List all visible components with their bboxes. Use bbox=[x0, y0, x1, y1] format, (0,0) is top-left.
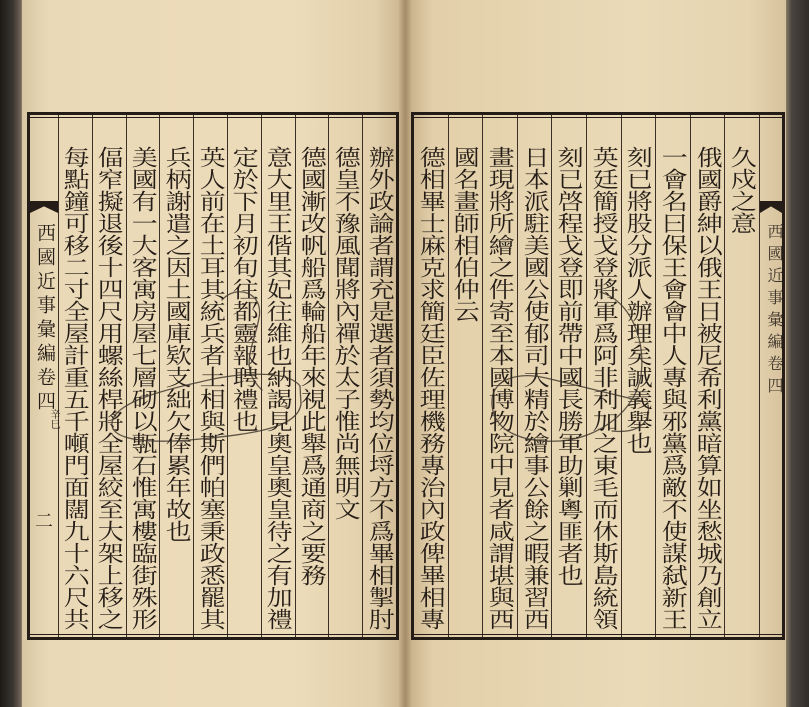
column-text: 刻已將股分派人辦理矣誠義舉也 bbox=[624, 146, 654, 454]
right-banxin bbox=[760, 115, 782, 637]
column-text: 英人前在土耳其統兵者土相與斯們帕塞秉政悉罷其 bbox=[196, 146, 226, 630]
right-banxin-title: 西國近事彙編卷四 bbox=[765, 223, 782, 399]
text-column bbox=[587, 115, 622, 637]
left-banxin-title: 西國近事彙編卷四 bbox=[34, 223, 55, 415]
text-column bbox=[92, 115, 126, 637]
column-text: 俄國爵紳以俄王日被尼希利黨暗算如坐愁城乃創立 bbox=[693, 146, 723, 630]
text-column bbox=[691, 115, 726, 637]
left-page-number: 二 bbox=[35, 511, 53, 531]
column-text: 德國漸改帆船爲輪船年來視此舉爲通商之要務 bbox=[297, 146, 328, 586]
column-text: 一會名曰保王會會中人專與邪黨爲敵不使謀弑新王 bbox=[658, 146, 689, 630]
fishtail-mark bbox=[30, 201, 58, 213]
text-column bbox=[362, 115, 396, 637]
column-text: 日本派駐美國公使郁司大精於繪事公餘之暇兼習西 bbox=[520, 146, 550, 630]
right-page-columns bbox=[414, 115, 760, 637]
text-column bbox=[656, 115, 691, 637]
column-text: 德相畢士麻克求簡廷臣佐理機務專治內政俾畢相專 bbox=[416, 146, 447, 630]
left-page-columns bbox=[58, 115, 396, 637]
book-edge-left bbox=[0, 0, 24, 707]
left-page-frame bbox=[27, 112, 399, 640]
text-column bbox=[449, 115, 484, 637]
column-text: 英廷簡授戈登將軍爲阿非利加之東毛而休斯島統領 bbox=[589, 146, 620, 630]
column-text: 每點鐘可移二寸全屋計重五千噸門面闊九十六尺共 bbox=[61, 146, 91, 630]
book-fold-shadow bbox=[398, 0, 412, 707]
book-edge-right bbox=[784, 0, 809, 707]
column-text: 美國有一大客寓房屋七層砌以甎石惟寓樓臨街殊形 bbox=[128, 146, 159, 630]
text-column bbox=[622, 115, 657, 637]
text-column bbox=[261, 115, 295, 637]
text-column bbox=[58, 115, 92, 637]
column-text: 偪窄擬退後十四尺用螺絲桿將全屋絞至大架上移之 bbox=[95, 146, 125, 630]
left-banxin bbox=[30, 115, 58, 637]
fishtail-mark bbox=[760, 201, 782, 213]
text-column bbox=[725, 115, 760, 637]
text-column bbox=[552, 115, 587, 637]
column-text: 辦外政論者謂充是選者須勢均位埒方不爲畢相掣肘 bbox=[365, 146, 395, 630]
right-page-frame bbox=[411, 112, 785, 640]
column-text: 刻已啓程戈登即前帶中國長勝軍助剿粵匪者也 bbox=[555, 146, 585, 586]
column-text: 國名畫師相伯仲云 bbox=[451, 146, 481, 322]
text-column bbox=[295, 115, 329, 637]
text-column bbox=[126, 115, 160, 637]
column-text: 久戍之意 bbox=[728, 146, 758, 234]
text-column bbox=[414, 115, 449, 637]
text-column bbox=[483, 115, 518, 637]
text-column bbox=[328, 115, 362, 637]
text-column bbox=[159, 115, 193, 637]
column-text: 定於下月初旬往都靈報聘禮也 bbox=[230, 146, 260, 432]
left-banxin-year: 辛巳 bbox=[48, 409, 59, 429]
column-text: 畫現將所繪之件寄至本國博物院中見者咸謂堪與西 bbox=[485, 146, 516, 630]
text-column bbox=[193, 115, 227, 637]
text-column bbox=[518, 115, 553, 637]
column-text: 意大里王偕其妃往維也納謁見奧皇奧皇待之有加禮 bbox=[264, 146, 294, 630]
column-text: 德皇不豫風聞將內禪於太子惟尚無明文 bbox=[331, 146, 362, 520]
text-column bbox=[227, 115, 261, 637]
column-text: 兵柄謝遣之因土國庫欵支絀欠俸累年故也 bbox=[162, 146, 193, 542]
